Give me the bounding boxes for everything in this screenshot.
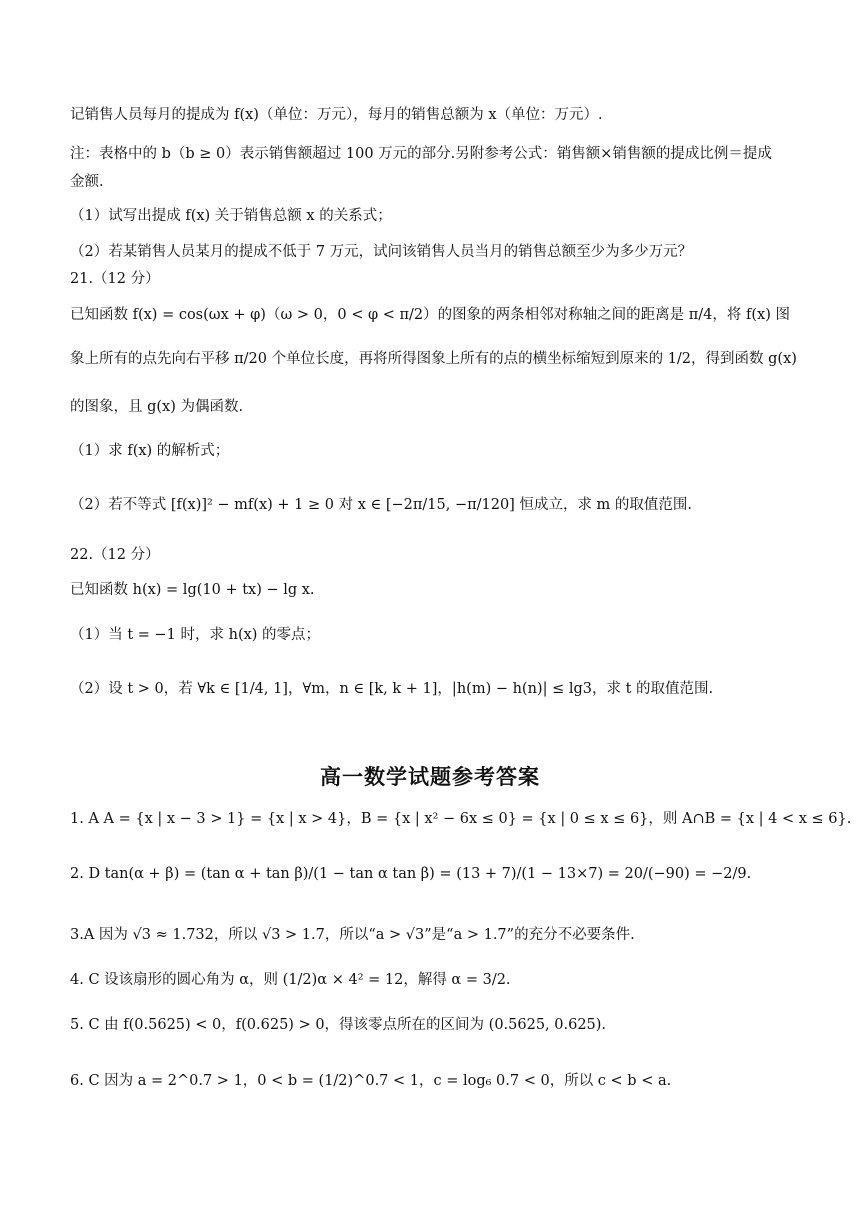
- answer-item: 4. C 设该扇形的圆心角为 α，则 (1/2)α × 4² = 12，解得 α = 3/2.: [70, 972, 511, 988]
- question-item: （2）若某销售人员某月的提成不低于 7 万元，试问该销售人员当月的销售总额至少为多少万元？: [70, 244, 693, 260]
- question-item: （1）试写出提成 f(x) 关于销售总额 x 的关系式；: [70, 208, 392, 224]
- text-line: 金额.: [70, 174, 104, 190]
- answers-title: 高一数学试题参考答案: [320, 765, 540, 789]
- text-line: 已知函数 f(x) = cos(ωx + φ)（ω > 0，0 < φ < π/2）的图象的两条相邻对称轴之间的距离是 π/4，将 f(x) 图: [70, 307, 790, 323]
- problem-header: 21.（12 分）: [70, 271, 160, 287]
- answer-item: 6. C 因为 a = 2^0.7 > 1，0 < b = (1/2)^0.7 < 1，c = log₆ 0.7 < 0，所以 c < b < a.: [70, 1073, 672, 1089]
- question-item: （2）若不等式 [f(x)]² − mf(x) + 1 ≥ 0 对 x ∈ [−2π/15, −π/120] 恒成立，求 m 的取值范围.: [70, 497, 693, 513]
- answer-item: 3.A 因为 √3 ≈ 1.732，所以 √3 > 1.7，所以“a > √3”是“a > 1.7”的充分不必要条件.: [70, 927, 635, 943]
- question-item: （2）设 t > 0，若 ∀k ∈ [1/4, 1]，∀m，n ∈ [k, k + 1]，|h(m) − h(n)| ≤ lg3，求 t 的取值范围.: [70, 681, 714, 697]
- answer-item: 1. A A = {x | x − 3 > 1} = {x | x > 4}，B = {x | x² − 6x ≤ 0} = {x | 0 ≤ x ≤ 6}，则 A∩B = {x | 4 < x ≤ 6}.: [70, 811, 852, 827]
- text-line: 象上所有的点先向右平移 π/20 个单位长度，再将所得图象上所有的点的横坐标缩短到原来的 1/2，得到函数 g(x): [70, 351, 797, 367]
- problem-header: 22.（12 分）: [70, 547, 160, 563]
- text-line: 记销售人员每月的提成为 f(x)（单位：万元），每月的销售总额为 x（单位：万元）.: [70, 107, 603, 123]
- answer-item: 5. C 由 f(0.5625) < 0，f(0.625) > 0，得该零点所在的区间为 (0.5625, 0.625).: [70, 1017, 607, 1033]
- answer-item: 2. D tan(α + β) = (tan α + tan β)/(1 − tan α tan β) = (13 + 7)/(1 − 13×7) = 20/(−90) = −2/9.: [70, 866, 752, 882]
- text-line: 已知函数 h(x) = lg(10 + tx) − lg x.: [70, 582, 315, 598]
- question-item: （1）当 t = −1 时，求 h(x) 的零点；: [70, 627, 321, 643]
- text-line: 注：表格中的 b（b ≥ 0）表示销售额超过 100 万元的部分.另附参考公式：销售额×销售额的提成比例＝提成: [70, 146, 772, 162]
- text-line: 的图象，且 g(x) 为偶函数.: [70, 399, 244, 415]
- question-item: （1）求 f(x) 的解析式；: [70, 443, 230, 459]
